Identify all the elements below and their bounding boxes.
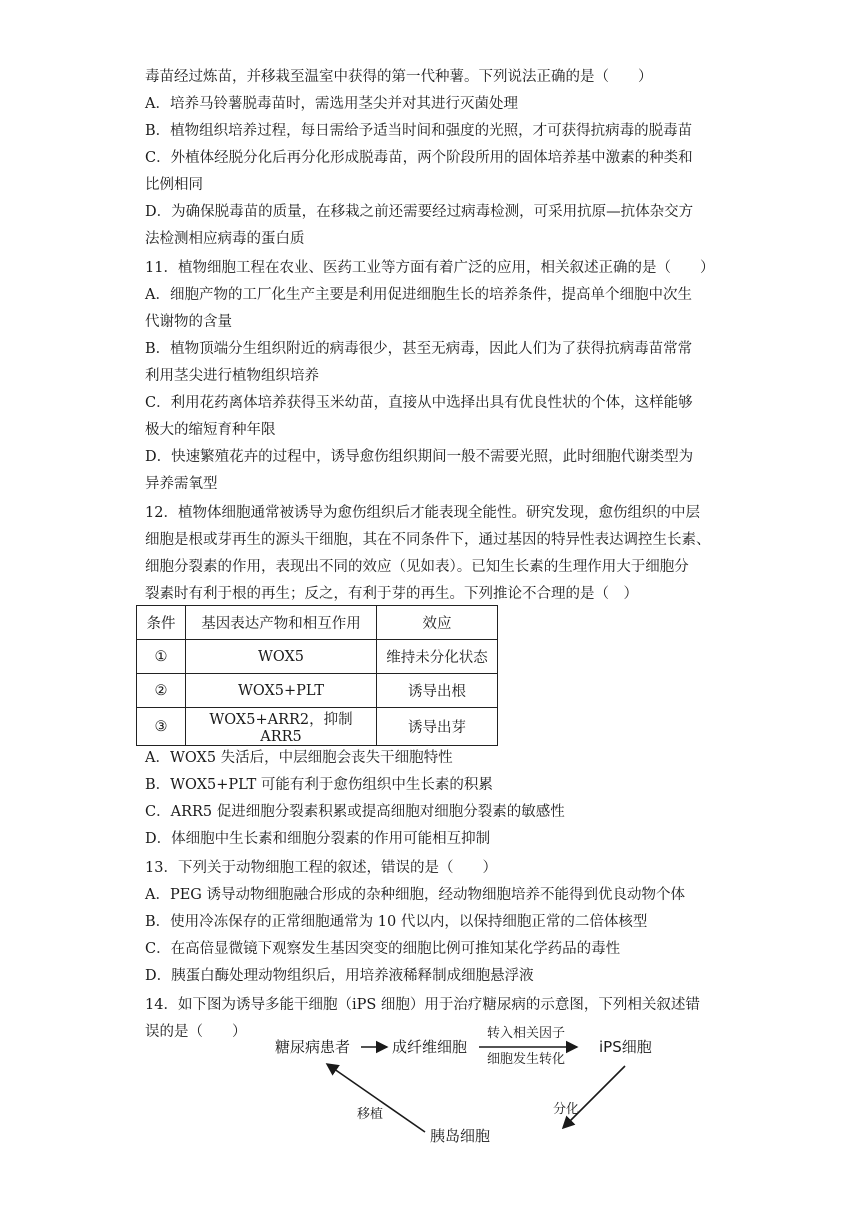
step-label-left: 移植 (357, 1107, 384, 1122)
question-11: 11．植物细胞工程在农业、医药工业等方面有着广泛的应用，相关叙述正确的是（ ） (145, 260, 715, 276)
option-c: C．外植体经脱分化后再分化形成脱毒苗，两个阶段所用的固体培养基中激素的种类和 (145, 150, 693, 166)
text-line: 比例相同 (145, 177, 203, 193)
option-a: A．PEG 诱导动物细胞融合形成的杂种细胞，经动物细胞培养不能得到优良动物个体 (145, 887, 686, 903)
arrow-to-islet (563, 1066, 625, 1128)
table-cell: 诱导出根 (377, 674, 498, 708)
option-b: B．使用冷冻保存的正常细胞通常为 10 代以内，以保持细胞正常的二倍体核型 (145, 914, 648, 930)
condition-table (136, 605, 498, 746)
node-ips: iPS细胞 (599, 1038, 652, 1056)
option-b: B．植物组织培养过程，每日需给予适当时间和强度的光照，才可获得抗病毒的脱毒苗 (145, 123, 693, 139)
option-d: D．胰蛋白酶处理动物组织后，用培养液稀释制成细胞悬浮液 (145, 968, 534, 984)
text-line: 法检测相应病毒的蛋白质 (145, 231, 305, 247)
ips-diagram (275, 1020, 675, 1150)
question-12: 12．植物体细胞通常被诱导为愈伤组织后才能表现全能性。研究发现，愈伤组织的中层 (145, 505, 700, 521)
table-header-row (137, 606, 498, 640)
table-cell: WOX5+ARR2，抑制 ARR5 (186, 708, 377, 746)
option-a: A．细胞产物的工厂化生产主要是利用促进细胞生长的培养条件，提高单个细胞中次生 (145, 287, 692, 303)
table-header: 基因表达产物和相互作用 (186, 606, 377, 640)
table-cell: ① (137, 640, 186, 674)
text-line: 利用茎尖进行植物组织培养 (145, 368, 319, 384)
table-cell: ③ (137, 708, 186, 746)
question-14: 14．如下图为诱导多能干细胞（iPS 细胞）用于治疗糖尿病的示意图，下列相关叙述错 (145, 997, 700, 1013)
question-13: 13．下列关于动物细胞工程的叙述，错误的是（ ） (145, 860, 497, 876)
text-line: 细胞分裂素的作用，表现出不同的效应（见如表）。已知生长素的生理作用大于细胞分 (145, 559, 689, 575)
text-line: 毒苗经过炼苗，并移栽至温室中获得的第一代种薯。下列说法正确的是（ ） (145, 69, 653, 85)
step-label-bottom: 细胞发生转化 (487, 1052, 566, 1067)
table-cell: WOX5 (186, 640, 377, 674)
option-d: D．为确保脱毒苗的质量，在移栽之前还需要经过病毒检测，可采用抗原—抗体杂交方 (145, 204, 694, 220)
table-header: 条件 (137, 606, 186, 640)
option-d: D．体细胞中生长素和细胞分裂素的作用可能相互抑制 (145, 831, 491, 847)
option-c: C．ARR5 促进细胞分裂素积累或提高细胞对细胞分裂素的敏感性 (145, 804, 565, 820)
node-islet: 胰岛细胞 (430, 1127, 491, 1145)
table-cell: ② (137, 674, 186, 708)
table-row (137, 708, 498, 746)
option-c: C．在高倍显微镜下观察发生基因突变的细胞比例可推知某化学药品的毒性 (145, 941, 621, 957)
option-a: A．培养马铃薯脱毒苗时，需选用茎尖并对其进行灭菌处理 (145, 96, 518, 112)
node-fibroblast: 成纤维细胞 (392, 1038, 468, 1056)
node-patient: 糖尿病患者 (275, 1038, 351, 1056)
table-cell: WOX5+PLT (186, 674, 377, 708)
text-line: 异养需氧型 (145, 476, 218, 492)
table-header: 效应 (377, 606, 498, 640)
table-cell: 维持未分化状态 (377, 640, 498, 674)
step-label-right: 分化 (553, 1102, 580, 1117)
option-b: B．WOX5+PLT 可能有利于愈伤组织中生长素的积累 (145, 777, 493, 793)
text-line: 误的是（ ） (145, 1024, 247, 1040)
text-line: 裂素时有利于根的再生；反之，有利于芽的再生。下列推论不合理的是（ ） (145, 586, 638, 602)
text-line: 极大的缩短育种年限 (145, 422, 276, 438)
option-c: C．利用花药离体培养获得玉米幼苗，直接从中选择出具有优良性状的个体，这样能够 (145, 395, 693, 411)
table-row (137, 674, 498, 708)
text-line: 细胞是根或芽再生的源头干细胞，其在不同条件下，通过基因的特异性表达调控生长素、 (145, 532, 711, 548)
table-cell: 诱导出芽 (377, 708, 498, 746)
option-a: A．WOX5 失活后，中层细胞会丧失干细胞特性 (145, 750, 453, 766)
option-d: D．快速繁殖花卉的过程中，诱导愈伤组织期间一般不需要光照，此时细胞代谢类型为 (145, 449, 694, 465)
text-line: 代谢物的含量 (145, 314, 232, 330)
option-b: B．植物顶端分生组织附近的病毒很少，甚至无病毒，因此人们为了获得抗病毒苗常常 (145, 341, 693, 357)
table-row (137, 640, 498, 674)
step-label-top: 转入相关因子 (487, 1026, 566, 1041)
